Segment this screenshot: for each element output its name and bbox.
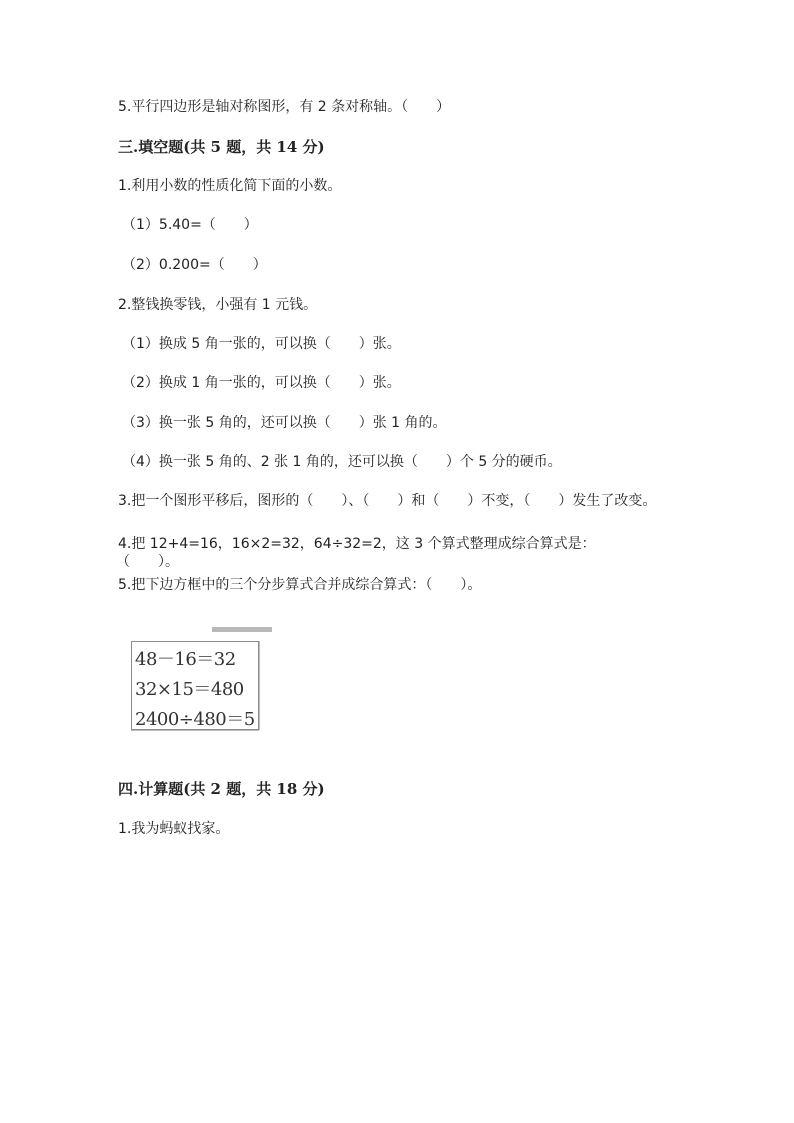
question-3-2-part-1: （1）换成 5 角一张的，可以换（ ）张。 — [122, 336, 401, 352]
question-3-2-part-3: （3）换一张 5 角的，还可以换（ ）张 1 角的。 — [122, 415, 447, 431]
question-3-1: 1.利用小数的性质化简下面的小数。 — [118, 178, 342, 194]
section-3-title: 三.填空题(共 5 题，共 14 分) — [118, 138, 325, 156]
question-3-3: 3.把一个图形平移后，图形的（ ）、（ ）和（ ）不变，（ ）发生了改变。 — [118, 493, 657, 509]
section-4-title: 四.计算题(共 2 题，共 18 分) — [118, 780, 325, 798]
question-3-2: 2.整钱换零钱，小强有 1 元钱。 — [118, 297, 318, 313]
question-3-2-part-2: （2）换成 1 角一张的，可以换（ ）张。 — [122, 375, 401, 391]
calc-step-3: 2400÷480＝5 — [135, 709, 255, 730]
question-3-4: 4.把 12+4=16，16×2=32，64÷32=2，这 3 个算式整理成综合算式是： — [118, 536, 596, 552]
question-4-1: 1.我为蚂蚁找家。 — [118, 821, 230, 837]
question-3-2-part-4: （4）换一张 5 角的、2 张 1 角的，还可以换（ ）个 5 分的硬币。 — [122, 454, 562, 470]
divider-bar — [212, 627, 272, 632]
question-2-5: 5.平行四边形是轴对称图形，有 2 条对称轴。（ ） — [118, 99, 451, 115]
question-3-5: 5.把下边方框中的三个分步算式合并成综合算式：（ ）。 — [118, 577, 482, 593]
calculation-box — [131, 641, 259, 730]
calc-step-1: 48－16＝32 — [135, 649, 236, 670]
question-3-1-part-1: （1）5.40=（ ） — [122, 217, 258, 233]
calc-step-2: 32×15＝480 — [135, 679, 244, 700]
question-3-1-part-2: （2）0.200=（ ） — [122, 257, 267, 273]
question-3-4-answer: （ ）。 — [116, 554, 179, 570]
